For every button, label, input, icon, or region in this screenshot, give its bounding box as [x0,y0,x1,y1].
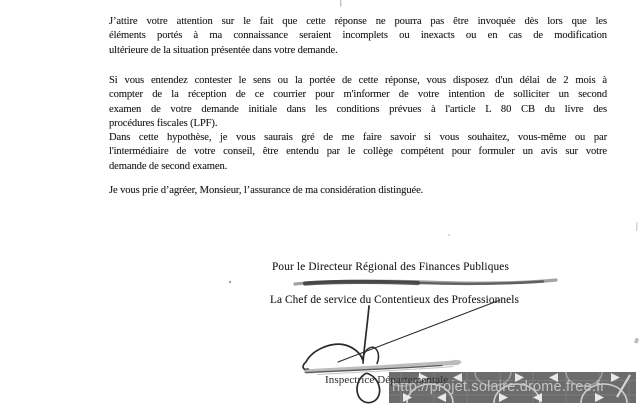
text-line: l'intermédiaire de votre conseil, être entendu par le collège compétent pour formuler un avis sur votre [109,146,607,158]
text-line: éléments portés à ma connaissance seraient incomplets ou inexacts ou en cas de modification [109,30,607,42]
text-line: demande de second examen. [109,160,228,172]
signature-role-line: La Chef de service du Contentieux des Professionnels [270,294,519,306]
signature-for-line: Pour le Directeur Régional des Finances Publiques [272,261,510,273]
paragraph-salutation [109,184,607,198]
text-line: procédures fiscales (LPF). [109,117,218,129]
text-line: Si vous entendez contester le sens ou la portée de cette réponse, vous disposez d'un délai de 2 mois à [109,75,607,86]
text-line: compter de la réception de ce courrier pour m'informer de votre intention de solliciter un second [109,89,607,101]
text-line: Dans cette hypothèse, je vous saurais gré de me faire savoir si vous souhaitez, vous-même ou par [109,132,607,144]
text-line: J’attire votre attention sur le fait que cette réponse ne pourra pas être invoquée dès lors que les [109,16,607,27]
paragraph-attention [109,15,607,58]
text-line: examen de votre demande initiale dans les conditions prévues à l'article L 80 CB du livre des [109,103,607,115]
text-line: Je vous prie d’agréer, Monsieur, l’assurance de ma considération distinguée. [109,185,424,196]
paragraph-contestation [109,74,607,174]
text-line: ultérieure de la situation présentée dans votre demande. [109,44,338,56]
smudge-line [295,280,556,284]
watermark-url: http://projet.solaire.drome.free.fr [392,379,606,395]
signer-title: Inspectrice Départementale [325,374,449,386]
